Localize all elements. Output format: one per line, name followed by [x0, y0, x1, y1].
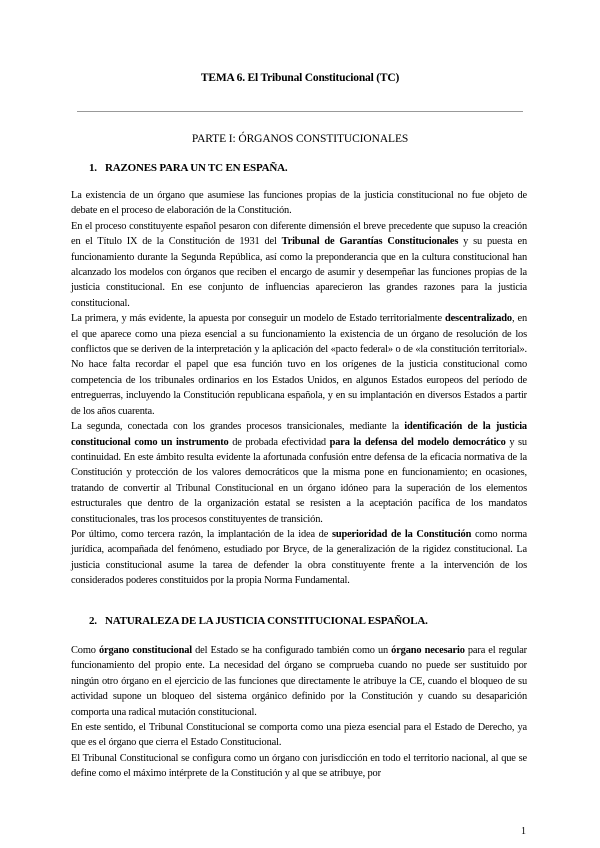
text-run: Por último, como tercera razón, la implantación de la idea de [71, 528, 332, 540]
title-divider [77, 111, 523, 112]
paragraph [71, 527, 527, 589]
text-run: y su continuidad. En este ámbito resulta evidente la afortunada confusión entre defensa de la eficacia normativa de la Constitución y protección de los valores democráticos que la misma pone en funcionamiento; en ocasiones, tratando de convertir al Tribunal Constitucional en un órgano idóneo para la superación de los elementos estructurales que dentro de la organización estatal se resisten a la aceptación pacífica de los mandatos constitucionales, tras los procesos constituyentes de transición. [71, 436, 527, 525]
part-title: PARTE I: ÓRGANOS CONSTITUCIONALES [191, 133, 409, 145]
text-run: como norma jurídica, acompañada del fenómeno, estudiado por Bryce, de la generalización de la rigidez constitucional. La justicia constitucional asume la tarea de defender la obra constituyente frente a la intervención de los considerados poderes constituidos por la propia Norma Fundamental. [71, 528, 527, 587]
text-run: de probada efectividad [228, 436, 330, 448]
text-run: Como [71, 645, 99, 656]
text-run: , en el que aparece como una pieza esencial a su funcionamiento la existencia de un órgano de resolución de los conflictos que se deriven de la interpretación y la aplicación del «pacto federal» o de «la constitución territorial». No hace falta recordar el papel que esa función tuvo en los orígenes de la justicia constitucional como competencia de los tribunales ordinarios en los Estados Unidos, en algunos Estados europeos del período de entreguerras, incluyendo la Constitución republicana española, y en su implantación en diversos Estados a partir de los años cuarenta. [71, 313, 527, 417]
bold-term: descentralizado [444, 313, 512, 325]
text-run: En este sentido, el Tribunal Constitucional se comporta como una pieza esencial para el Estado de Derecho, ya que es el órgano que cierra el Estado Constitucional. [71, 722, 527, 749]
text-run: y su puesta en funcionamiento durante la Segunda República, así como la preponderancia que en la cultura constitucional han alcanzado los modelos con órganos que reciben el encargo de asumir y desempeñar las funciones propias de la justicia constitucional. En ese conjunto de influencias aparecieron las grandes razones para la justicia constitucional. [71, 236, 528, 309]
paragraph [71, 720, 527, 751]
text-run: El Tribunal Constitucional se configura como un órgano con jurisdicción en todo el territorio nacional, al que se define como el máximo intérprete de la Constitución y al que se atribuye, por [71, 752, 527, 780]
paragraph [71, 188, 527, 219]
text-run: La existencia de un órgano que asumiese las funciones propias de la justicia constitucional no fue objeto de debate en el proceso de elaboración de la Constitución. [71, 190, 527, 217]
paragraph [71, 219, 527, 311]
bold-term: Tribunal de Garantías Constitucionales [281, 236, 459, 248]
section-1-title: RAZONES PARA UN TC EN ESPAÑA. [105, 162, 288, 174]
paragraph [71, 751, 527, 782]
section-2-body [71, 643, 527, 782]
page-number: 1 [521, 826, 526, 837]
paragraph [71, 311, 527, 419]
section-2-number: 2. [89, 615, 97, 627]
section-2-heading [89, 615, 428, 627]
bold-term: órgano necesario [391, 645, 465, 656]
section-1-number: 1. [89, 162, 97, 174]
paragraph [71, 643, 527, 720]
text-run: para el regular funcionamiento del propio ente. La necesidad del órgano se comprueba cuando no puede ser sustituido por ningún otro órgano en el ejercicio de las funciones que directamente le atribuye la CE, cuando el bloqueo de su actividad supone un bloqueo del sistema orgánico definido por la Constitución y cuando su desaparición comporta una radical mutación constitucional. [71, 645, 527, 718]
text-run: En el proceso constituyente español pesaron con diferente dimensión el breve precedente que supuso la creación en el Título IX de la Constitución de 1931 del [71, 220, 527, 248]
text-run: La segunda, conectada con los grandes procesos transicionales, mediante la [71, 421, 405, 433]
paragraph [71, 419, 527, 527]
text-run: La primera, y más evidente, la apuesta por conseguir un modelo de Estado territorialmente [71, 313, 445, 325]
document-title: TEMA 6. El Tribunal Constitucional (TC) [200, 72, 400, 84]
bold-term: órgano constitucional [98, 645, 193, 656]
text-run: del Estado se ha configurado también como un [192, 645, 392, 656]
section-1-body [71, 188, 527, 589]
bold-term: identificación de la justicia constitucional como un instrumento [71, 421, 527, 448]
section-2-title: NATURALEZA DE LA JUSTICIA CONSTITUCIONAL ESPAÑOLA. [105, 615, 428, 627]
bold-term: superioridad de la Constitución [331, 528, 472, 540]
section-1-heading [89, 162, 287, 174]
bold-term: para la defensa del modelo democrático [329, 436, 506, 448]
